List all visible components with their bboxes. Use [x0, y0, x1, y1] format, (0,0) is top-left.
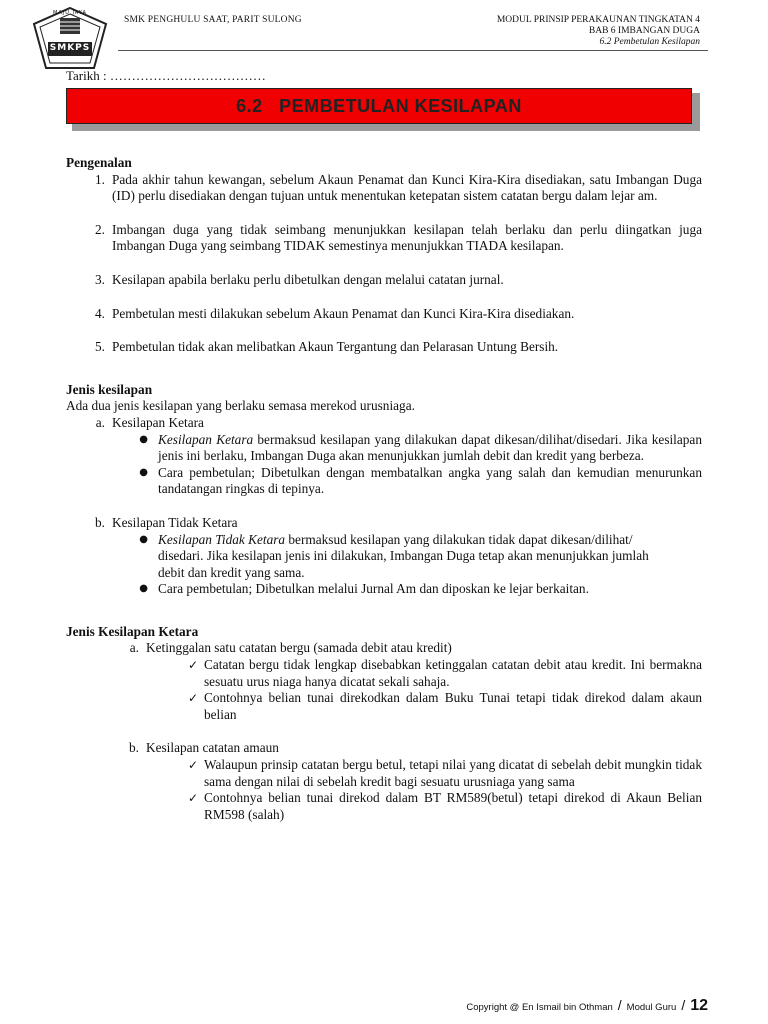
- title-banner: [66, 88, 692, 124]
- role-text: Modul Guru: [626, 1002, 677, 1013]
- date-line: Tarikh : ………………………………: [66, 68, 266, 83]
- checkmark-icon: ✓: [187, 758, 198, 773]
- bullet-item: ● Kesilapan Tidak Ketara bermaksud kesilapan yang dilakukan tidak dapat dikesan/dilihat/ disedari. Jika kesilapan jenis ini dilakukan, Imbangan Duga tetap akan menunjukkan jumlah debit dan kredit yang sama.: [66, 532, 702, 582]
- chapter-title: BAB 6 IMBANGAN DUGA: [588, 26, 700, 36]
- list-item: b. Kesilapan catatan amaun: [129, 740, 279, 756]
- list-item: b. Kesilapan Tidak Ketara: [95, 514, 238, 530]
- header-rule: [118, 50, 708, 51]
- section-title: 6.2 Pembetulan Kesilapan: [599, 37, 700, 47]
- jenis-intro: Ada dua jenis kesilapan yang berlaku semasa merekod urusniaga.: [66, 398, 415, 414]
- separator: /: [617, 997, 622, 1013]
- bullet-item: ● Kesilapan Ketara bermaksud kesilapan yang dilakukan dapat dikesan/dilihat/disedari. Jika kesilapan jenis ini berlaku, Imbangan Duga akan menunjukkan jumlah debit dan kredit yang berbeza.: [66, 432, 702, 465]
- bullet-icon: ●: [139, 583, 148, 595]
- bullet-icon: ●: [139, 466, 148, 478]
- logo-text: SMKPS: [49, 43, 91, 53]
- list-item: 5. Pembetulan tidak akan melibatkan Akaun Tergantung dan Pelarasan Untung Bersih.: [95, 339, 559, 355]
- list-item: a. Ketinggalan satu catatan bergu (samada debit atau kredit): [129, 640, 452, 656]
- list-item: 1. Pada akhir tahun kewangan, sebelum Akaun Penamat dan Kunci Kira-Kira disediakan, satu Imbangan Duga (ID) perlu disediakan dengan tujuan untuk menentukan ketepatan sistem catatan bergu dalam lejar am.: [95, 171, 702, 204]
- checkmark-icon: ✓: [187, 658, 198, 673]
- checkmark-icon: ✓: [187, 691, 198, 706]
- module-title: MODUL PRINSIP PERAKAUNAN TINGKATAN 4: [496, 15, 700, 25]
- logo-motto: MAJU JAYA: [53, 10, 87, 16]
- list-item: a. Kesilapan Ketara: [95, 414, 204, 430]
- intro-heading: Pengenalan: [66, 155, 132, 170]
- banner-title: 6.2 PEMBETULAN KESILAPAN: [236, 95, 522, 116]
- school-logo: [30, 6, 110, 72]
- document-body: [66, 155, 702, 823]
- bullet-item: ● Cara pembetulan; Dibetulkan melalui Jurnal Am dan diposkan ke lejar berkaitan.: [66, 581, 702, 598]
- ketara-heading: Jenis Kesilapan Ketara: [66, 623, 199, 639]
- page-footer: [466, 997, 708, 1015]
- page-number: 12: [690, 997, 708, 1014]
- bullet-item: ● Cara pembetulan; Dibetulkan dengan membatalkan angka yang salah dan kemudian menurunkan tandatangan ringkas di tepinya.: [66, 465, 702, 498]
- list-item: 3. Kesilapan apabila berlaku perlu dibetulkan dengan melalui catatan jurnal.: [95, 271, 504, 287]
- separator: /: [681, 997, 686, 1013]
- checkmark-icon: ✓: [187, 791, 198, 806]
- school-name: SMK PENGHULU SAAT, PARIT SULONG: [124, 15, 302, 25]
- list-item: 2. Imbangan duga yang tidak seimbang menunjukkan kesilapan telah berlaku dan perlu diingatkan juga Imbangan Duga yang seimbang TIDAK semestinya menunjukkan TIADA kesilapan.: [95, 221, 702, 254]
- check-item: ✓ Walaupun prinsip catatan bergu betul, tetapi nilai yang dicatat di sebelah debit mungkin tidak sama dengan nilai di sebelah kredit bagi sesuatu urusniaga yang sama: [66, 757, 702, 790]
- module-header: [497, 15, 700, 48]
- check-item: ✓ Contohnya belian tunai direkod dalam BT RM589(betul) tetapi direkod di Akaun Belian RM598 (salah): [66, 790, 702, 823]
- jenis-heading: Jenis kesilapan: [66, 381, 153, 397]
- bullet-icon: ●: [139, 433, 148, 445]
- check-item: ✓ Contohnya belian tunai direkodkan dalam Buku Tunai tetapi tidak direkod dalam akaun belian: [66, 690, 702, 723]
- bullet-icon: ●: [139, 533, 148, 545]
- list-item: 4. Pembetulan mesti dilakukan sebelum Akaun Penamat dan Kunci Kira-Kira disediakan.: [95, 305, 575, 321]
- copyright-text: Copyright @ En Ismail bin Othman: [466, 1002, 613, 1013]
- check-item: ✓ Catatan bergu tidak lengkap disebabkan ketinggalan catatan debit atau kredit. Ini bermakna sesuatu urus niaga hanya dicatat sekali sahaja.: [66, 657, 702, 690]
